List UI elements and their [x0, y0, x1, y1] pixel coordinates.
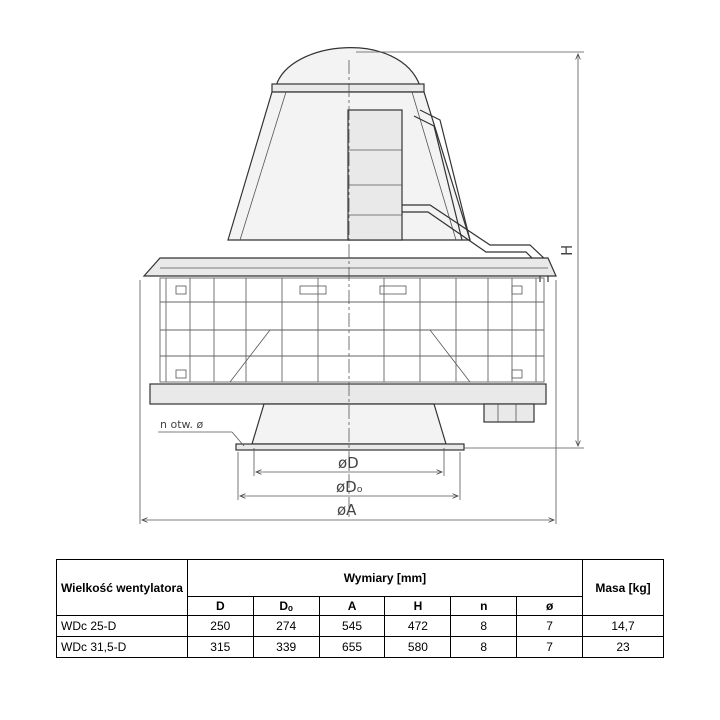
dim-do-label: øDₒ: [336, 478, 363, 496]
row-mass: 23: [583, 637, 664, 658]
row-size: WDc 25-D: [57, 616, 188, 637]
cell: 274: [253, 616, 319, 637]
col-header: D: [187, 597, 253, 616]
row-mass: 14,7: [583, 616, 664, 637]
cell: 315: [187, 637, 253, 658]
col-header: ø: [517, 597, 583, 616]
col-header: Dₒ: [253, 597, 319, 616]
cell: 472: [385, 616, 451, 637]
cell: 580: [385, 637, 451, 658]
cell: 339: [253, 637, 319, 658]
cell: 250: [187, 616, 253, 637]
table-header-row: [57, 560, 664, 597]
fan-dome: [272, 48, 424, 92]
table-row: [57, 637, 664, 658]
cell: 8: [451, 637, 517, 658]
shroud-top-plate: [144, 258, 556, 276]
header-size: Wielkość wentylatora: [57, 560, 188, 616]
dim-h-label: H: [558, 244, 576, 256]
spec-table: [56, 559, 664, 658]
header-dimensions: Wymiary [mm]: [187, 560, 582, 597]
header-mass: Masa [kg]: [583, 560, 664, 616]
table-row: [57, 616, 664, 637]
col-header: A: [319, 597, 385, 616]
cell: 7: [517, 637, 583, 658]
protective-grid: [160, 278, 544, 382]
cell: 545: [319, 616, 385, 637]
inlet-flange: [236, 404, 464, 450]
dim-d-label: øD: [338, 454, 359, 472]
row-size: WDc 31,5-D: [57, 637, 188, 658]
dim-a-label: øA: [337, 501, 357, 519]
col-header: n: [451, 597, 517, 616]
hole-note-label: n otw. ø: [160, 418, 204, 431]
motor-housing: [348, 110, 402, 240]
col-header: H: [385, 597, 451, 616]
hole-note: [158, 418, 244, 446]
cell: 8: [451, 616, 517, 637]
cell: 7: [517, 616, 583, 637]
cell: 655: [319, 637, 385, 658]
